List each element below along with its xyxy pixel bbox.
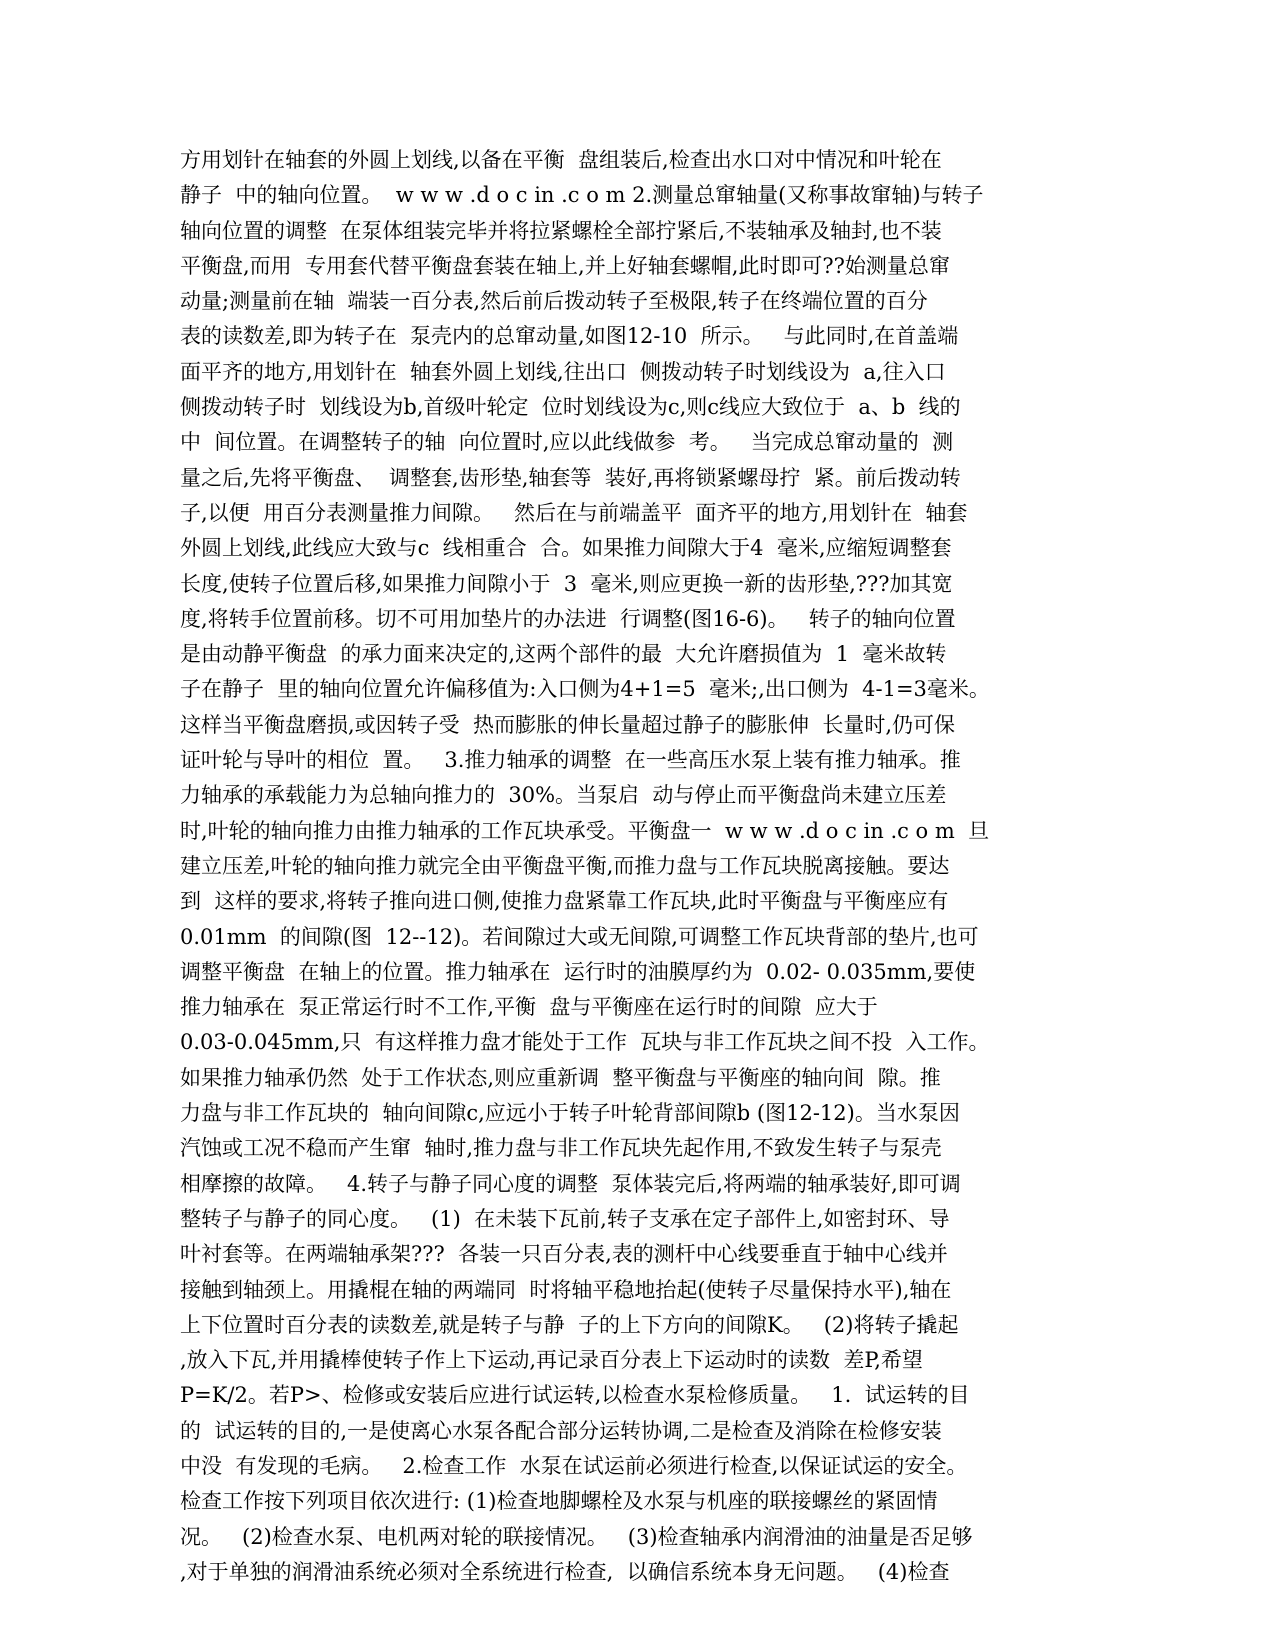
text-line: 的 试运转的目的,一是使离心水泵各配合部分运转协调,二是检查及消除在检修安装 (180, 1418, 942, 1443)
text-line: 平衡盘,而用 专用套代替平衡盘套装在轴上,并上好轴套螺帽,此时即可??始测量总窜 (180, 253, 950, 278)
text-line: 外圆上划线,此线应大致与c 线相重合 合。如果推力间隙大于4 毫米,应缩短调整套 (180, 536, 952, 561)
text-line: 力轴承的承载能力为总轴向推力的 30%。当泵启 动与停止而平衡盘尚未建立压差 (180, 783, 947, 808)
text-line: ,对于单独的润滑油系统必须对全系统进行检查, 以确信系统本身无问题。 (4)检查 (180, 1559, 950, 1584)
text-line: P=K/2。若P>、检修或安装后应进行试运转,以检查水泵检修质量。 1. 试运转的目 (180, 1383, 970, 1408)
text-line: 到 这样的要求,将转子推向进口侧,使推力盘紧靠工作瓦块,此时平衡盘与平衡座应有 (180, 889, 949, 914)
text-line: 子在静子 里的轴向位置允许偏移值为:入口侧为4+1=5 毫米;,出口侧为 4-1=3毫米。 (180, 677, 990, 702)
text-line: 表的读数差,即为转子在 泵壳内的总窜动量,如图12-10 所示。 与此同时,在首盖端 (180, 324, 959, 349)
text-line: 侧拨动转子时 划线设为b,首级叶轮定 位时划线设为c,则c线应大致位于 a、b 线的 (180, 395, 961, 420)
text-line: 相摩擦的故障。 4.转子与静子同心度的调整 泵体装完后,将两端的轴承装好,即可调 (180, 1171, 961, 1196)
text-line: 长度,使转子位置后移,如果推力间隙小于 3 毫米,则应更换一新的齿形垫,???加其宽 (180, 571, 953, 596)
text-line: 中 间位置。在调整转子的轴 向位置时,应以此线做参 考。 当完成总窜动量的 测 (180, 430, 954, 455)
text-line: 推力轴承在 泵正常运行时不工作,平衡 盘与平衡座在运行时的间隙 应大于 (180, 995, 878, 1020)
text-line: 方用划针在轴套的外圆上划线,以备在平衡 盘组装后,检查出水口对中情况和叶轮在 (180, 148, 942, 172)
text-line: 况。 (2)检查水泵、电机两对轮的联接情况。 (3)检查轴承内润滑油的油量是否足够 (180, 1524, 973, 1549)
text-line: 动量;测量前在轴 端装一百分表,然后前后拨动转子至极限,转子在终端位置的百分 (180, 289, 928, 314)
text-line: 是由动静平衡盘 的承力面来决定的,这两个部件的最 大允许磨损值为 1 毫米故转 (180, 642, 947, 667)
text-line: 汽蚀或工况不稳而产生窜 轴时,推力盘与非工作瓦块先起作用,不致发生转子与泵壳 (180, 1136, 942, 1161)
body-text (180, 143, 1060, 1590)
text-line: 度,将转手位置前移。切不可用加垫片的办法进 行调整(图16-6)。 转子的轴向位置 (180, 606, 956, 631)
text-line: ,放入下瓦,并用撬棒使转子作上下运动,再记录百分表上下运动时的读数 差P,希望 (180, 1348, 923, 1373)
text-line: 调整平衡盘 在轴上的位置。推力轴承在 运行时的油膜厚约为 0.02- 0.035mm,要使 (180, 959, 976, 984)
text-line: 0.03-0.045mm,只 有这样推力盘才能处于工作 瓦块与非工作瓦块之间不投 入工作。 (180, 1030, 990, 1055)
text-line: 轴向位置的调整 在泵体组装完毕并将拉紧螺栓全部拧紧后,不装轴承及轴封,也不装 (180, 218, 942, 243)
text-line: 证叶轮与导叶的相位 置。 3.推力轴承的调整 在一些高压水泵上装有推力轴承。推 (180, 748, 961, 773)
text-line: 面平齐的地方,用划针在 轴套外圆上划线,往出口 侧拨动转子时划线设为 a,往入口 (180, 359, 946, 384)
text-line: 上下位置时百分表的读数差,就是转子与静 子的上下方向的间隙K。 (2)将转子撬起 (180, 1312, 959, 1337)
text-line: 力盘与非工作瓦块的 轴向间隙c,应远小于转子叶轮背部间隙b (图12-12)。当水泵因 (180, 1101, 960, 1126)
text-line: 检查工作按下列项目依次进行: (1)检查地脚螺栓及水泵与机座的联接螺丝的紧固情 (180, 1489, 938, 1514)
text-line: 叶衬套等。在两端轴承架??? 各装一只百分表,表的测杆中心线要垂直于轴中心线并 (180, 1242, 948, 1267)
text-line: 建立压差,叶轮的轴向推力就完全由平衡盘平衡,而推力盘与工作瓦块脱离接触。要达 (180, 853, 950, 878)
text-line: 接触到轴颈上。用撬棍在轴的两端同 时将轴平稳地抬起(使转子尽量保持水平),轴在 (180, 1277, 952, 1302)
text-line: 量之后,先将平衡盘、 调整套,齿形垫,轴套等 装好,再将锁紧螺母拧 紧。前后拨动转 (180, 465, 961, 490)
text-line: 静子 中的轴向位置。 w w w .d o c in .c o m 2.测量总窜轴量(又称事故窜轴)与转子 (180, 183, 984, 208)
text-line: 中没 有发现的毛病。 2.检查工作 水泵在试运前必须进行检查,以保证试运的安全。 (180, 1453, 968, 1478)
text-line: 时,叶轮的轴向推力由推力轴承的工作瓦块承受。平衡盘一 w w w .d o c in .c o m 旦 (180, 818, 990, 843)
text-line: 这样当平衡盘磨损,或因转子受 热而膨胀的伸长量超过静子的膨胀伸 长量时,仍可保 (180, 712, 956, 737)
text-line: 子,以便 用百分表测量推力间隙。 然后在与前端盖平 面齐平的地方,用划针在 轴套 (180, 500, 968, 525)
text-line: 0.01mm 的间隙(图 12--12)。若间隙过大或无间隙,可调整工作瓦块背部的垫片,也可 (180, 924, 979, 949)
text-line: 整转子与静子的同心度。 (1) 在未装下瓦前,转子支承在定子部件上,如密封环、导 (180, 1206, 950, 1231)
text-line: 如果推力轴承仍然 处于工作状态,则应重新调 整平衡盘与平衡座的轴向间 隙。推 (180, 1065, 941, 1090)
